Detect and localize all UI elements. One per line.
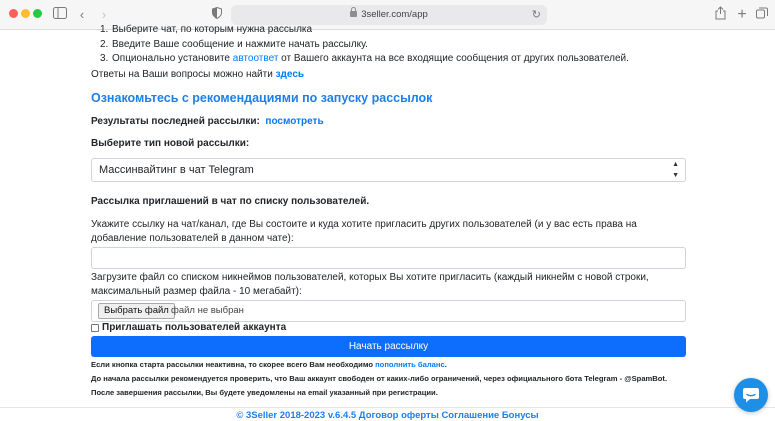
instructions-list (100, 23, 629, 67)
checkbox-label[interactable]: Приглашать пользователей аккаунта (102, 322, 287, 333)
view-results-link[interactable]: посмотреть (265, 116, 324, 127)
zoom-window-button[interactable] (33, 9, 42, 18)
list-item (100, 23, 629, 38)
recommendations-link[interactable]: Ознакомьтесь с рекомендациями по запуску рассылок (91, 91, 433, 105)
section-title: Рассылка приглашений в чат по списку пользователей. (91, 196, 370, 207)
inactive-button-note (91, 360, 447, 369)
note-text: . (444, 360, 447, 369)
spambot-note: До начала рассылки рекомендуется проверить, что Ваш аккаунт свободен от каких-либо ограничений, через официального бота Telegram - @SpamBot. (91, 374, 668, 383)
list-number: 3. (100, 53, 109, 64)
file-status: файл не выбран (171, 305, 244, 316)
file-label: Загрузите файл со списком никнеймов пользователей, которых Вы хотите пригласить (каждый никнейм с новой строки, максимальный размер файла - 10 мегабайт): (91, 272, 649, 297)
list-item (100, 52, 629, 67)
faq-link[interactable]: здесь (275, 69, 305, 80)
reload-icon[interactable]: ↻ (531, 9, 541, 21)
mailing-type-select[interactable] (91, 158, 686, 182)
close-window-button[interactable] (9, 9, 18, 18)
tab-overview-icon[interactable] (755, 6, 769, 24)
step-text: от Вашего аккаунта на все входящие сообщения от других пользователей. (278, 53, 629, 64)
privacy-shield-icon[interactable] (211, 6, 223, 24)
chat-link-input[interactable] (91, 247, 686, 269)
new-tab-icon[interactable]: + (737, 6, 747, 23)
address-bar[interactable] (231, 5, 547, 25)
last-results-line (91, 116, 324, 127)
share-icon[interactable] (713, 6, 727, 24)
chat-link-label: Укажите ссылку на чат/канал, где Вы состоите и куда хотите пригласить других пользователей (и у вас есть права на добавление пользователей в данном чате): (91, 219, 637, 244)
list-number: 1. (100, 24, 109, 35)
page-content (0, 24, 775, 421)
chat-support-button[interactable] (734, 378, 768, 412)
url-text: 3seller.com/app (361, 9, 428, 20)
sidebar-icon[interactable] (52, 6, 68, 24)
select-value: Массинвайтинг в чат Telegram (99, 164, 254, 176)
file-upload-field[interactable] (91, 300, 686, 322)
lock-icon (350, 11, 357, 17)
start-mailing-button[interactable]: Начать рассылку (91, 336, 686, 357)
note-text: Если кнопка старта рассылки неактивна, то скорее всего Вам необходимо (91, 360, 376, 369)
top-up-balance-link[interactable]: пополнить баланс (375, 360, 445, 369)
faq-line (91, 69, 304, 80)
type-select-label: Выберите тип новой рассылки: (91, 138, 250, 149)
minimize-window-button[interactable] (21, 9, 30, 18)
faq-text: Ответы на Ваши вопросы можно найти (91, 69, 276, 80)
step-text: Выберите чат, по которым нужна рассылка (112, 24, 313, 35)
chevron-updown-icon: ▲ ▼ (672, 161, 679, 179)
email-note: После завершения рассылки, Вы будете уведомлены на email указанный при регистрации. (91, 388, 438, 397)
forward-icon[interactable]: › (101, 7, 107, 22)
footer-links[interactable]: © 3Seller 2018-2023 v.6.4.5 Договор оферты Соглашение Бонусы (0, 407, 775, 421)
choose-file-button[interactable]: Выбрать файл (98, 303, 175, 319)
autoreply-link[interactable]: автоответ (232, 53, 279, 64)
invite-account-users-checkbox[interactable] (91, 324, 99, 332)
list-item (100, 38, 629, 53)
back-icon[interactable]: ‹ (79, 7, 85, 22)
last-results-label: Результаты последней рассылки: (91, 116, 260, 127)
step-text: Опционально установите (112, 53, 233, 64)
step-text: Введите Ваше сообщение и нажмите начать рассылку. (112, 38, 368, 50)
list-number: 2. (100, 38, 109, 50)
chat-bubble-icon (742, 386, 760, 404)
